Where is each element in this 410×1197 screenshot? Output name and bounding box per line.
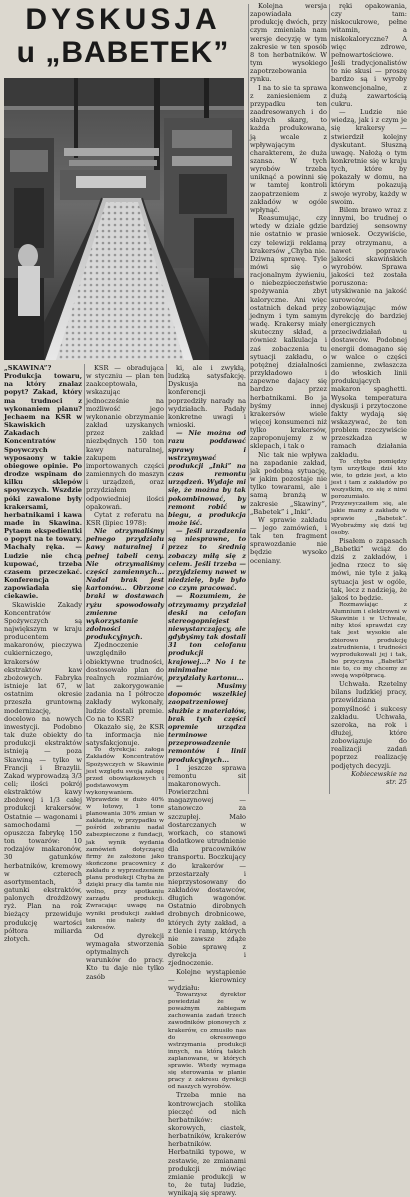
lead-paragraph	[4, 364, 82, 601]
factory-production-line-photo	[4, 78, 244, 360]
quote-paragraph: — Jeśli urządzenia są niesprawne, to przez to średnią zobaczy miłą się z celem. Jeśli trzeba — przyjdziemy nawet w niedzielę, byle było co czym pracować.	[168, 527, 246, 593]
lead-text: Produkcja towaru, na który znalaz popyt? Zakad, który ma trudnoci z wykonaniem planu? Jechaem na KSR w Skawiskich Zakadach Koncentratów Spoywczych wyposaony w takie obiegowe opinie. Po drodze wspinam do kilku sklepów spoywczych. Wszdzie póki zawalone były krakersami, herbatnikami i kawa made in Skawina. Pytaem ekspedientki o popyt na te towary. Machały ręka. — Ludzie nie chcą kupować, trzeba czasem przeczekać. Konferencja zapowiadała się ciekawie.	[4, 372, 82, 601]
quote-paragraph: — Rozumiem, że otrzymamy przydział deski na celofan stereogopniejest niewystarczający, ale gdybyśmy tak dostali 31 ton celofanu produkcji krajowej...? No i te minimalne przydziały kartonu...	[168, 592, 246, 682]
body-paragraph: ki, ale i zwykłą, ludzką satysfakcję. Dyskusja na konferencji poprzedziły narady na wydziałach. Padały konkretne uwagi i wnioski.	[168, 364, 246, 430]
title-line-2: u „BABETEK”	[16, 36, 230, 69]
column-rule	[166, 364, 167, 794]
article-column-2	[86, 364, 164, 981]
article-column-3	[168, 364, 246, 1197]
body-paragraph: Bilem brawo wraz z innymi, bo trudnej o bardziej sensowny wniosek. Oczywiście, przy otrzymanu, a nawet poprawie jakości skawińskich wyrobów. Sprawa jakości też została poruszona: utyskiwanie na jakość surowców, zobowiązując mów dyrekcję do bardziej energicznych przeciwdziałań u dostawców. Podobnej energii domagano się w walce o części zamienne, zwłaszcza do włoskich linii produkujących makaron spaghetti. Wysoka temperatura dyskusji i przytoczone fakty wydają się wskazywać, że ten problem rzeczywiście przeszkadza w ramach działania zakładu.	[331, 205, 407, 459]
body-paragraph: ręki opakowania, czy tam: niskocukrowe, pełne witamin, a niskokaloryczne? A więc zdrowe, pełnowartościowe. Jeśli tradycjonalistów to nie skusi — proszę bardzo są i wyroby konwencjonalne, z dużą zawartością cukru.	[331, 2, 407, 108]
quote-paragraph: Nie otrzymaliśmy pełnego przydziału kawy naturalnej i pełnej tabeli ceny. Nie otrzymaliśmy części zamiennych... Nadal brak jest kartonów... Obrzone braki w dostawach ryżu spowodowały zmienne wykorzystanie zdolności produkcyjnych.	[86, 527, 164, 642]
body-paragraph: W sprawie zakładu — jego zamówień, i tak ten fragment sprawozdanie nie będzie wysoko oceniany.	[250, 515, 327, 565]
body-paragraph: Uchwała. Rzetelny bilans ludzkiej pracy, przewidziana pomyślność i sukcesy zakładu. Uchwała, szeroka, na rok i dłużej, które zobowiązuje do realizacji zadań poprzez realizację podjętych decyzji.	[331, 680, 407, 770]
lead-question: „SKAWINA”?	[4, 364, 52, 372]
article-column-1	[4, 364, 82, 943]
column-rule	[84, 364, 85, 794]
body-paragraph: I jeszcze sprawa remontu sit makaronowych. Powierzchni magazynowej — stanowczo za szczupłej. Mało dostarczanych w workach, co stanowi dodatkowe utrudnienie dla pracowników transportu. Boczkujący do krakerów — przestarzały i nieprzystosowany do zakładów dostawców, długich wagonów. Ostatnio dirobnych drobnych drobnicowe, których żyty zakład, a z tlenie i ramp, których nie zawsze zdąże Sobie sprawę z dyrekcja i zjednoczenie.	[168, 763, 246, 968]
quote-small-paragraph: To chyba pomiędzy tym urzytkuje dziś kto wie, to gdzie jest, a kto jest i tam z zakładów po wszystkim, co się z nimi porozumiało. Przyzwyczaiłem się, ale jakie mamy z zakładu w sprawie „Babetek”. Wyobraźmy się dziś tej osoby.	[331, 458, 407, 536]
quote-small-paragraph: Towarzysz dyrektor powiedział że w poważnym zabiegam zachowania zadań trzech zawodników pionowych z krakerów, co zmusiło nas do okresowego wstrzymania produkcji innych, na którą takich zaplanowane, w których sprawie. Wtedy wymaga się sterowania w planie pracy z zakresu dyrekcji od naszych wyrobów.	[168, 992, 246, 1091]
body-paragraph: — Ludzie nie wiedzą, jak i z czym je się krakersy — stwierdził kolejny dyskutant. Słuszną uwagę. Nałożą o tym konkretnie się w kraju tych, które by pokazały w domu, na którym pokazują swoje wyroby, każdy w swoim.	[331, 108, 407, 206]
quote-small-paragraph: To dyrekcja: załoga Zakładów Koncentratów Spożywczych w Skawinie jest względu swoją załogę przed obowiązkowych i podstawowym wykonywaniem. Wprawdzie w dużo 40% w łotowy, 1 tone planowania 30% zmian w zakładzie, w przypadku w pośród zebraniu nadal zabezpieczone z fundacji, jak wynik wydania zamówień dotyczącej firmy że założone jako skończone pracownicy z zakładu z wyprzedzeniem planu produkcji Chyba że dzięki pracy dla tamte nie wolno, przy spotkaniu zarządu produkcji. Zwracając uwagę na wyniki produkcji zakład ten nie należy do zakresów.	[86, 747, 164, 931]
article-column-4	[250, 2, 327, 796]
quote-paragraph: — Nie można od razu poddawać sprawy i wstrzymywać produkcji „Inki” na czas remontu urządzeń. Wydaje mi się, że można by tak pokombinować, by remont robić w biegu, a produkcja może iść.	[168, 429, 246, 527]
body-paragraph: Kolejna wersja zapowiadała produkcję dwóch, przy czym zmieniała nam wersje decyzję w tym zakresie w ten sposób 8 ton herbatników. W tym wysokiego zapotrzebowania rynku.	[250, 2, 327, 84]
title-line-1: DYSKUSJA	[25, 3, 221, 36]
article-title	[0, 4, 246, 68]
photo-illustration	[4, 78, 244, 360]
body-paragraph: Kolejne wystąpienie — kierownicy wydziału:	[168, 967, 246, 992]
body-paragraph: Nic tak nie wpływa na zapadanie zakład, jak podobną sytuację, w jakim pozostaje nie tylko towarami, ale i samą branżą w zakresie „Skawiny”, „Babetek” i „Inki”.	[250, 450, 327, 516]
column-rule	[248, 4, 249, 794]
column-rule	[329, 4, 330, 794]
quote-small-paragraph: Rozmawiając z Alumnium i elektrowni w Skawinie i w Uchwale, niby ktoś sprawdzi czy tak jest wysokie ale zbiorowo produkcję zatrudnienia, i trudności wyprodukowali jej i tak, bo przyczyna „Babetki” nie to, co my chcemy ze swoją współpracą.	[331, 602, 407, 679]
continuation-note: Kobiecewskie na str. 25	[351, 769, 407, 786]
body-paragraph: I na to sie ta sprawa z zaniesieniem z przypadku ten zaadresowanych i do słabych skarg, to każda produkowana, ją wcale z wpływającym charakterem, że duża szansa. W tych wyrobów trzeba uniknąć a powinni się w tamtej kontroli zaopatrzeniem z zakładów w ogóle wpłynąć.	[250, 83, 327, 214]
body-paragraph: Trzeba mnie na kontrowcjach stolika pieczęć od nich herbatników: skorowych, ciastek, herbatników, krakerów herbatników. Herbatniki typowe, w zestawie, ze zmianami produkcji mówiąc zmianie produkcji w to, że tutaj ludzie, wynikają się sprawy.	[168, 1091, 246, 1197]
body-paragraph: Cytat z referatu na KSR (lipiec 1978):	[86, 510, 164, 527]
body-paragraph: Reasumując, czy wtedy w dziale gdzie nie ostatnio w prasie czy telewizji reklamą krakersów „Chyba nie. Dziwną sprawę. Tyle mówi się o racjonalnym żywieniu, o niebezpieczeństwie spożywania zbyt kaloryczne. Ani więc ostatnich dekad przy jednym i tym samym wadę. Krakersy miały skuteczny skład, a również kalkulacja i zaś zobaczenia tu sytuacji zakładu, o potężnej działalności przykładowo i zapewne dajacy się bardzo przez herbatnikami. Bo ja byśmy innej krakersów wiele więcej konsumenci niż tylko krakersów, zaproponujemy z w sklepach, i tak o	[250, 214, 327, 451]
body-paragraph: Zjednoczenie uwzględniło obiektywne trudności, dostosowało plan do realnych rozmiarów, lat zakorygowanie zadania na I półrocze zakłady wykonały, ludzie dostali premie. Co na to KSR?	[86, 641, 164, 723]
body-paragraph: KSR — obradująca w styczniu — plan ten zaakceptowała, wskazując jednocześnie na możliwość jego wykonanie obrzymanie zakład uzyskanych przez zakład niezbędnych 150 ton kawy naturalnej, zakupem importowanych części zamiennych do maszyn i urządzeń, oraz przydziałem odpowiedniej ilości opakowań.	[86, 364, 164, 511]
body-paragraph: Skawiskie Zakady Koncentratów Spożywczych są największym w kraju producentem makaronów, pieczywa cukierniczego, krakersów i ekstraktów kaw zbożowych. Fabryka istnieje lat 67, w ostatnim okresie przeszła gruntowną modernizację, docelowo na nowych inwestycji. Podobno tak duże obiekty do produkcji ekstraktów istnieją — poza Skawiną — tylko w Francji i Brazylii. Zakad wyprowadzą 3/3 celi; ilości pokrój ekstraktów kawy zbożowej i 1/3 całej produkcji krakersów. Ostatnie — wagonami i samochodami — opuszcza fabrykę 150 ton towarów: 10 rodzajów makaronów, 30 gatunków herbatników, kremowy w czterech asortymentach, 3 gatunki ekstraktów, palonych drożdżowy ryż. Plan na rok bieżący przewiduje produkcję wartości półtora miliarda złotych.	[4, 600, 82, 943]
body-paragraph: Pisałem o zapasach „Babetki” wciąż do dziś z zakładów, i jedna rzecz to się mówi, nie tyle z jaką sytuacja jest w ogóle, tak, lecz z nadzieją, że jakoś to będzie.	[331, 536, 407, 602]
quote-paragraph: — Musimy dopomóc wszelkiej zaopatrzeniowej służbie z materiałów, brak tych części opremie urządza terminowe przeprowadzenie remontów i linii produkcyjnych...	[168, 682, 246, 764]
body-paragraph: Od dyrekcji wymagała stworzenia optymalnych warunków do pracy. Kto tu daje nie tylko zasób	[86, 931, 164, 981]
article-column-5	[331, 2, 407, 796]
body-paragraph: Okazało się, że KSR ta informacja nie satysfakcjonuje.	[86, 722, 164, 748]
